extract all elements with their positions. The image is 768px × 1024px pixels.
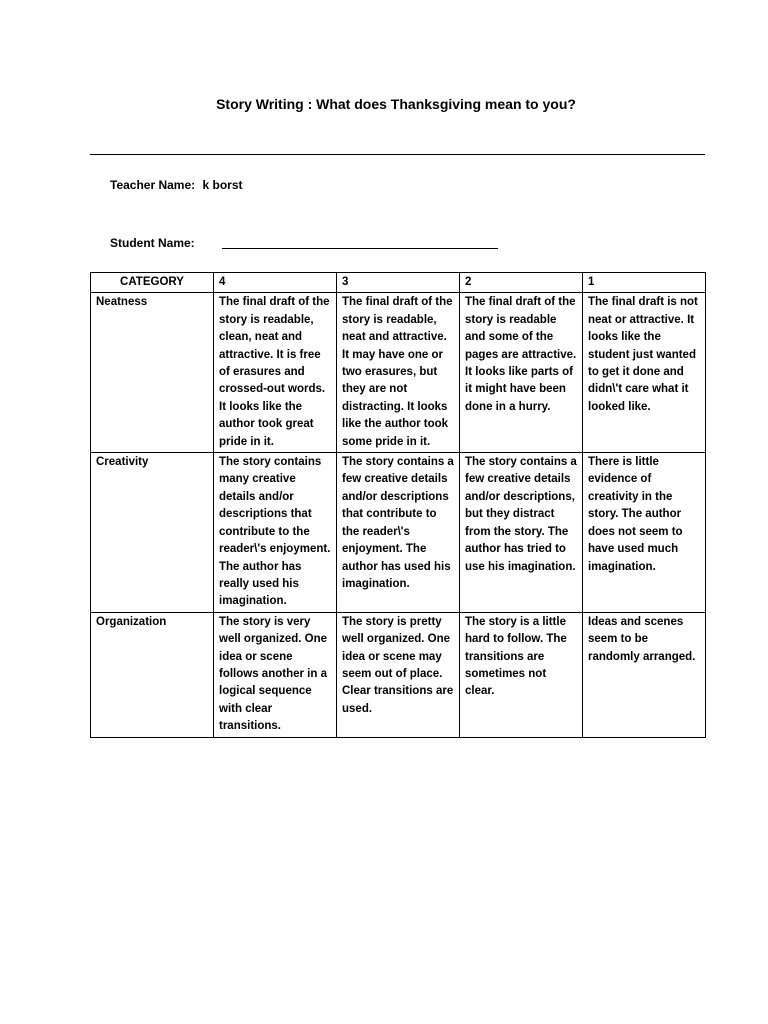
row-category-neatness: Neatness	[91, 293, 214, 453]
table-cell: The final draft of the story is readable, clean, neat and attractive. It is free of erasures and crossed-out words. It looks like the author took great pride in it.	[214, 293, 337, 453]
rubric-table	[90, 272, 706, 738]
header-score-4: 4	[214, 273, 337, 293]
table-cell: The final draft of the story is readable and some of the pages are attractive. It looks like parts of it might have been done in a hurry.	[460, 293, 583, 453]
teacher-name-line	[110, 178, 243, 192]
table-cell: There is little evidence of creativity in the story. The author does not seem to have used much imagination.	[583, 453, 706, 613]
table-cell: The final draft is not neat or attractive. It looks like the student just wanted to get it done and didn\'t care what it looked like.	[583, 293, 706, 453]
table-cell: Ideas and scenes seem to be randomly arranged.	[583, 612, 706, 737]
header-score-1: 1	[583, 273, 706, 293]
student-name-blank	[222, 236, 498, 249]
student-name-label: Student Name:	[110, 236, 195, 250]
table-cell: The story is pretty well organized. One idea or scene may seem out of place. Clear transitions are used.	[337, 612, 460, 737]
table-cell: The story contains a few creative details and/or descriptions that contribute to the reader\'s enjoyment. The author has used his imagination.	[337, 453, 460, 613]
table-cell: The final draft of the story is readable, neat and attractive. It may have one or two erasures, but they are not distracting. It looks like the author took some pride in it.	[337, 293, 460, 453]
table-row	[91, 453, 706, 613]
header-category: CATEGORY	[91, 273, 214, 293]
table-cell: The story is very well organized. One idea or scene follows another in a logical sequence with clear transitions.	[214, 612, 337, 737]
header-score-2: 2	[460, 273, 583, 293]
row-category-creativity: Creativity	[91, 453, 214, 613]
table-cell: The story contains a few creative details and/or descriptions, but they distract from the story. The author has tried to use his imagination.	[460, 453, 583, 613]
title-divider	[90, 154, 705, 155]
header-score-3: 3	[337, 273, 460, 293]
table-cell: The story is a little hard to follow. The transitions are sometimes not clear.	[460, 612, 583, 737]
row-category-organization: Organization	[91, 612, 214, 737]
teacher-name-label: Teacher Name:	[110, 178, 196, 192]
table-cell: The story contains many creative details and/or descriptions that contribute to the reader\'s enjoyment. The author has really used his imagination.	[214, 453, 337, 613]
table-row	[91, 293, 706, 453]
student-name-line	[110, 236, 498, 250]
rubric-header-row	[91, 273, 706, 293]
page-title: Story Writing : What does Thanksgiving mean to you?	[216, 96, 576, 112]
teacher-name-value: k borst	[202, 178, 243, 192]
table-row	[91, 612, 706, 737]
